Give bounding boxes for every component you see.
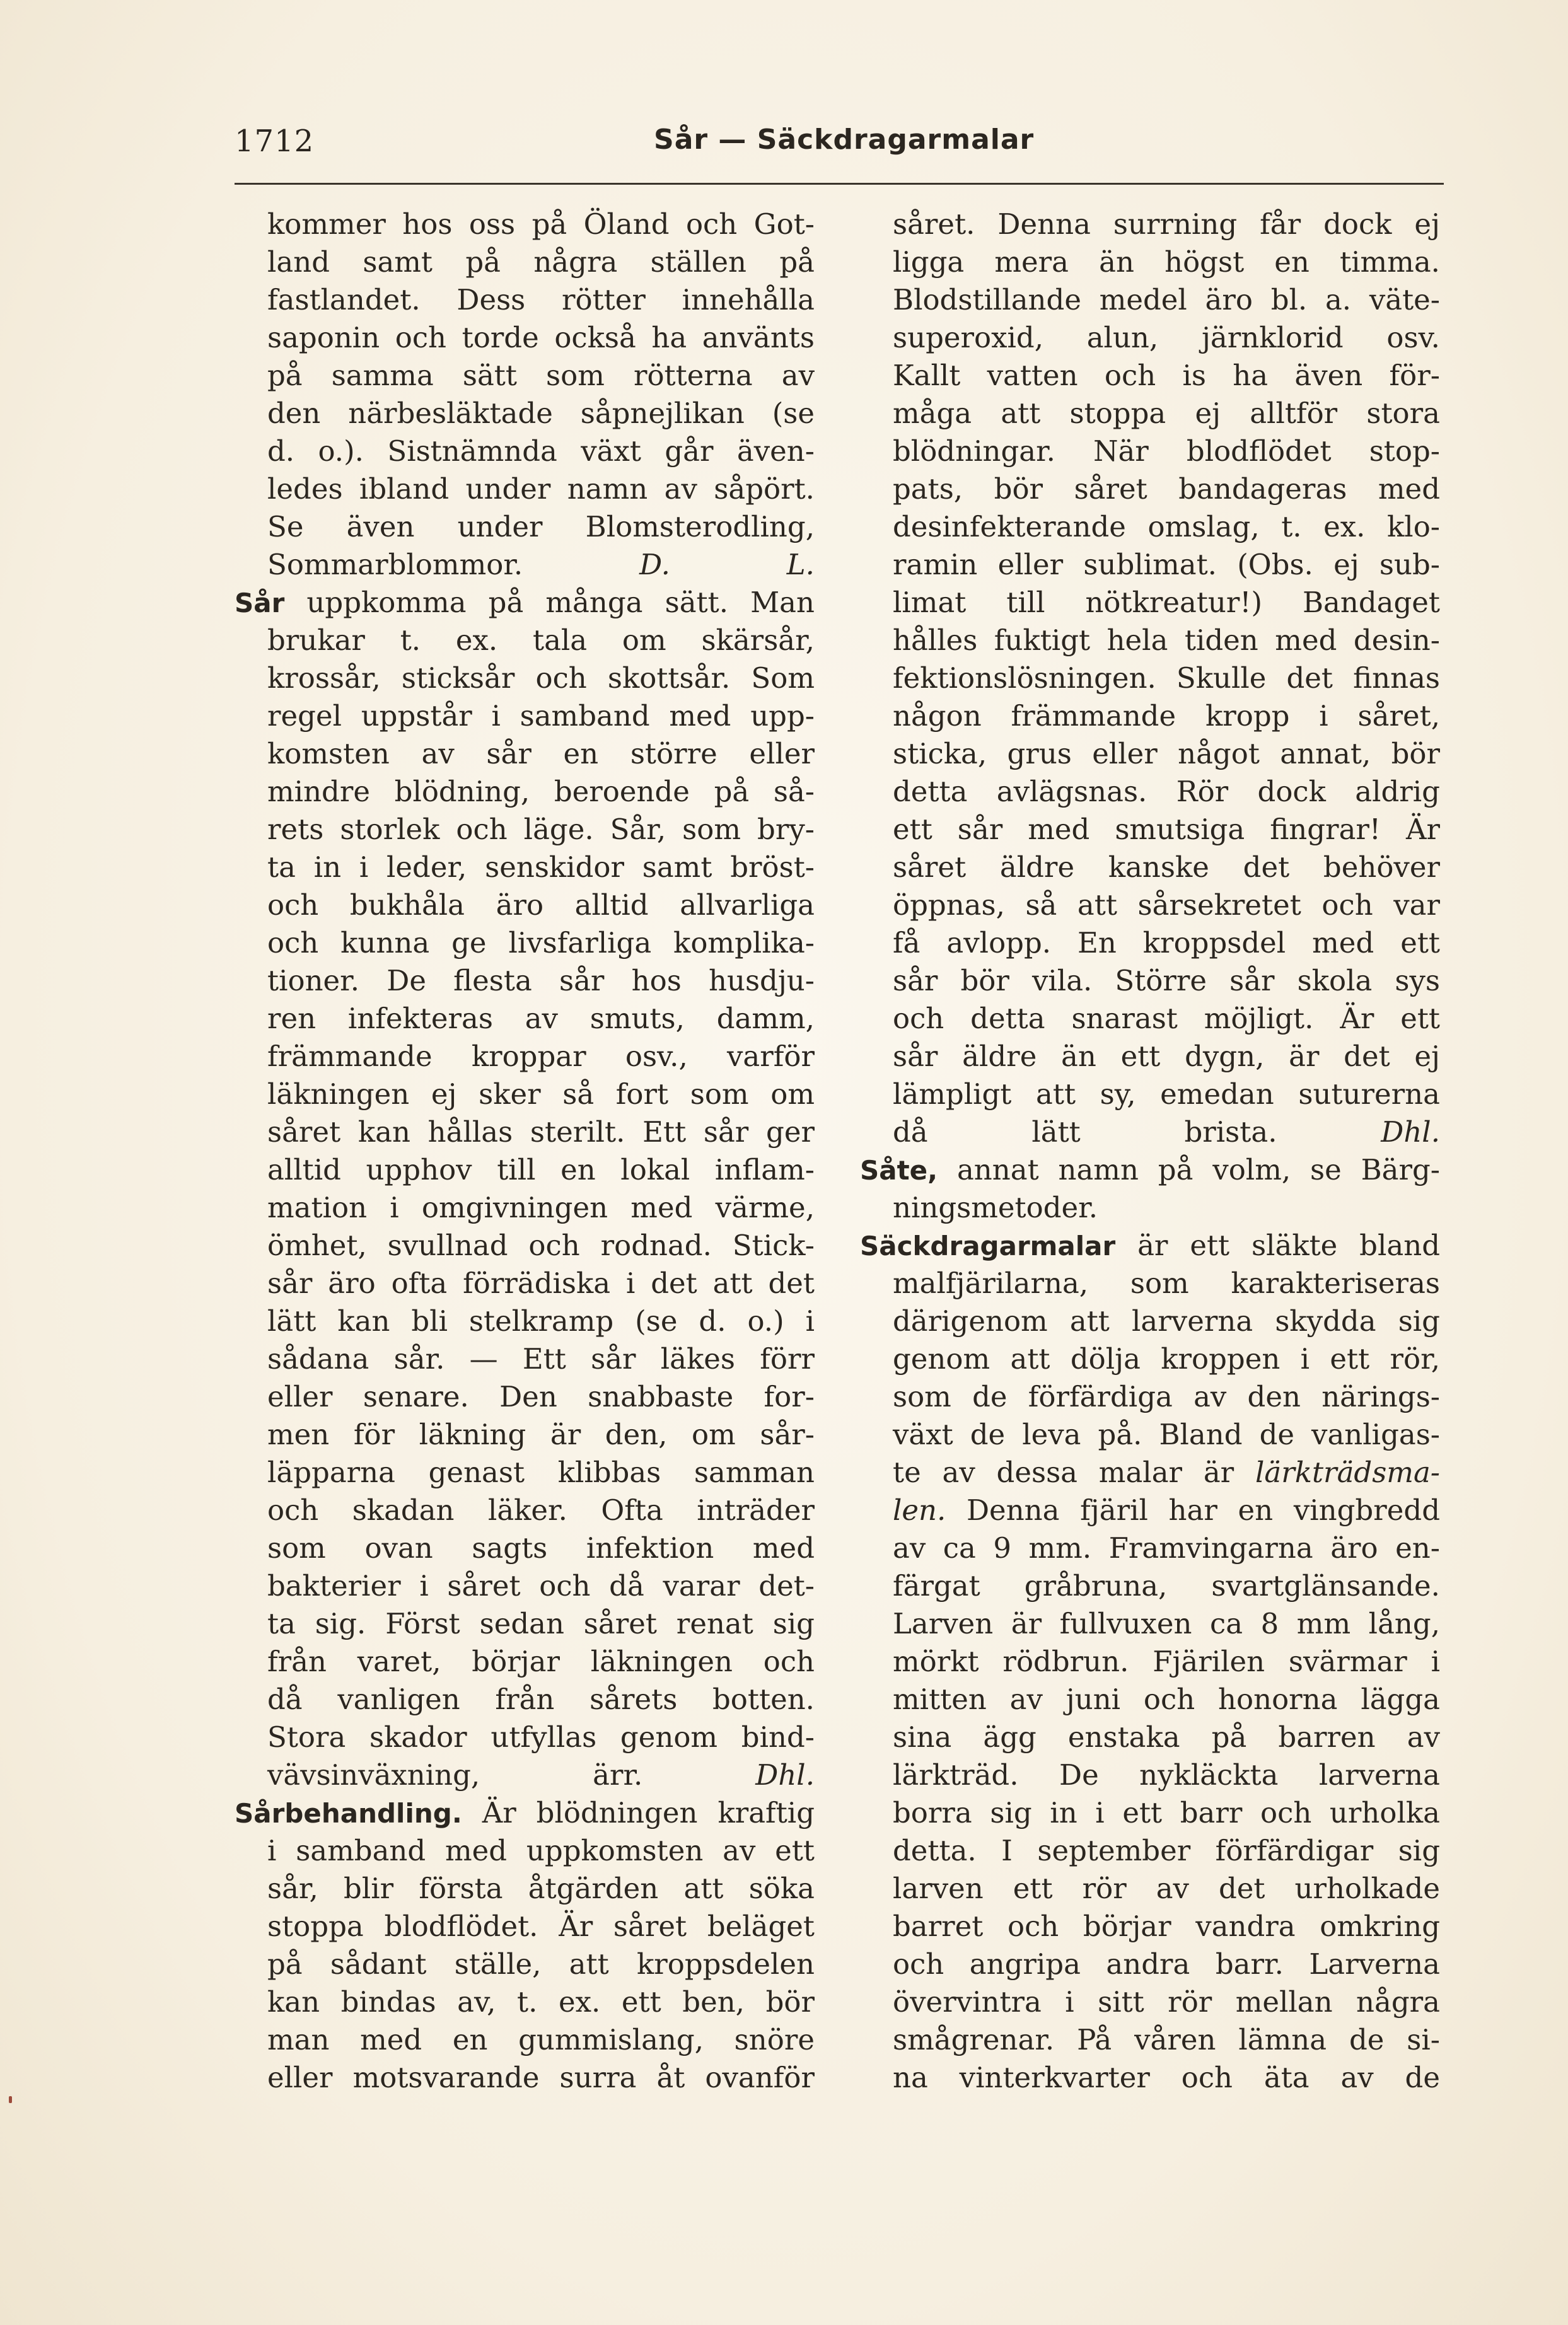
line-text: vävsinväxning, ärr.	[267, 1758, 643, 1792]
line-text: läkningen ej sker så fort som om	[267, 1077, 815, 1111]
line-text: annat namn på volm, se Bärg-	[938, 1153, 1440, 1186]
line-text: alltid upphov till en lokal inflam-	[267, 1153, 815, 1186]
text-line	[235, 508, 815, 546]
line-text: i samband med uppkomsten av ett	[267, 1834, 815, 1867]
line-text: malfjärilarna, som karakteriseras	[893, 1267, 1440, 1300]
page-header	[235, 124, 1444, 161]
text-line	[235, 1832, 815, 1870]
line-text: fastlandet. Dess rötter innehålla	[267, 283, 815, 316]
line-text: såret äldre kanske det behöver	[893, 850, 1440, 884]
text-line	[860, 206, 1440, 243]
line-text: av ca 9 mm. Framvingarna äro en-	[893, 1531, 1440, 1565]
line-text: sår äldre än ett dygn, är det ej	[893, 1040, 1440, 1073]
text-line	[235, 1302, 815, 1340]
text-line	[235, 1416, 815, 1454]
line-text: såret. Denna surrning får dock ej	[893, 207, 1440, 241]
line-text: smågrenar. På våren lämna de si-	[893, 2023, 1440, 2056]
page-number: 1712	[235, 124, 315, 159]
line-text: som de förfärdiga av den närings-	[893, 1380, 1440, 1413]
line-text: sår bör vila. Större sår skola sys	[893, 964, 1440, 997]
line-text: Stora skador utfyllas genom bind-	[267, 1720, 815, 1754]
text-line	[235, 1719, 815, 1756]
line-text: är ett släkte bland	[1115, 1229, 1440, 1262]
line-text: genom att dölja kroppen i ett rör,	[893, 1342, 1440, 1376]
text-line	[235, 849, 815, 886]
line-text: måga att stoppa ej alltför stora	[893, 397, 1440, 430]
text-line	[235, 243, 815, 281]
line-text: larven ett rör av det urholkade	[893, 1872, 1440, 1905]
line-text: sår, blir första åtgärden att söka	[267, 1872, 815, 1905]
line-text: man med en gummislang, snöre	[267, 2023, 815, 2056]
text-line	[235, 1151, 815, 1189]
text-line	[860, 1189, 1440, 1227]
text-line	[860, 1945, 1440, 1983]
entry-first-line	[235, 1794, 815, 1832]
running-title: Sår — Säckdragarmalar	[654, 124, 1035, 156]
author-signature: Dhl.	[755, 1758, 815, 1792]
text-line	[860, 924, 1440, 962]
text-line	[860, 1605, 1440, 1643]
header-rule	[235, 183, 1444, 185]
line-text: såret kan hållas sterilt. Ett sår ger	[267, 1115, 815, 1149]
text-line	[860, 697, 1440, 735]
line-text: ta sig. Först sedan såret renat sig	[267, 1607, 815, 1640]
line-text: någon främmande kropp i såret,	[893, 699, 1440, 733]
text-line	[860, 432, 1440, 470]
entry-headword: Sår	[235, 588, 285, 618]
line-text: tioner. De flesta sår hos husdju-	[267, 964, 815, 997]
text-line	[860, 357, 1440, 395]
line-text: den närbesläktade såpnejlikan (se	[267, 397, 815, 430]
text-line	[235, 1492, 815, 1529]
line-text: växt de leva på. Bland de vanligas-	[893, 1418, 1440, 1451]
line-text: d. o.). Sistnämnda växt går även-	[267, 434, 815, 468]
text-line	[860, 1870, 1440, 1908]
text-line	[235, 1378, 815, 1416]
line-text: Larven är fullvuxen ca 8 mm lång,	[893, 1607, 1440, 1640]
line-text: mörkt rödbrun. Fjärilen svärmar i	[893, 1645, 1440, 1678]
text-line	[235, 2021, 815, 2059]
text-line	[235, 1681, 815, 1719]
line-text: detta. I september förfärdigar sig	[893, 1834, 1440, 1867]
line-text: ligga mera än högst en timma.	[893, 245, 1440, 279]
line-text: mitten av juni och honorna lägga	[893, 1683, 1440, 1716]
line-text: och bukhåla äro alltid allvarliga	[267, 888, 815, 922]
line-text: och detta snarast möjligt. Är ett	[893, 1002, 1440, 1035]
text-line	[235, 735, 815, 773]
text-line	[235, 546, 815, 584]
line-text: rets storlek och läge. Sår, som bry-	[267, 813, 815, 846]
line-text: limat till nötkreatur!) Bandaget	[893, 586, 1440, 619]
line-text: Kallt vatten och is ha även för-	[893, 359, 1440, 392]
text-line	[860, 886, 1440, 924]
entry-headword: Såte,	[860, 1155, 938, 1186]
text-line	[235, 1189, 815, 1227]
text-line	[860, 1113, 1440, 1151]
line-text: krossår, sticksår och skottsår. Som	[267, 661, 815, 695]
line-text: ömhet, svullnad och rodnad. Stick-	[267, 1229, 815, 1262]
line-text: kan bindas av, t. ex. ett ben, bör	[267, 1985, 815, 2019]
line-text: lärkträd. De nykläckta larverna	[893, 1758, 1440, 1792]
entry-first-line	[860, 1227, 1440, 1265]
line-text: öppnas, så att sårsekretet och var	[893, 888, 1440, 922]
text-line	[235, 1643, 815, 1681]
left-column	[235, 206, 815, 2097]
line-text: Denna fjäril har en vingbredd	[946, 1493, 1440, 1527]
italic-term: len.	[893, 1493, 946, 1527]
text-line	[860, 1719, 1440, 1756]
line-text: na vinterkvarter och äta av de	[893, 2061, 1440, 2094]
text-line	[860, 1265, 1440, 1302]
text-line	[235, 2059, 815, 2097]
text-line	[860, 735, 1440, 773]
italic-term: lärkträdsma-	[1255, 1456, 1440, 1489]
line-text: komsten av sår en större eller	[267, 737, 815, 770]
line-text: Sommarblommor.	[267, 548, 523, 581]
text-line	[860, 584, 1440, 622]
text-line	[235, 432, 815, 470]
text-line	[860, 1302, 1440, 1340]
line-text: saponin och torde också ha använts	[267, 321, 815, 354]
line-text: stoppa blodflödet. Är såret beläget	[267, 1910, 815, 1943]
line-text: från varet, börjar läkningen och	[267, 1645, 815, 1678]
text-line	[235, 1908, 815, 1945]
text-line	[860, 811, 1440, 849]
line-text: övervintra i sitt rör mellan några	[893, 1985, 1440, 2019]
text-line	[235, 1454, 815, 1492]
text-line	[860, 470, 1440, 508]
entry-headword: Säckdragarmalar	[860, 1231, 1116, 1261]
text-line	[860, 1794, 1440, 1832]
text-line	[860, 1756, 1440, 1794]
text-line	[860, 1908, 1440, 1945]
line-text: lätt kan bli stelkramp (se d. o.) i	[267, 1304, 815, 1338]
line-text: Är blödningen kraftig	[462, 1796, 815, 1829]
text-line	[860, 1492, 1440, 1529]
line-text: Se även under Blomsterodling,	[267, 510, 815, 543]
text-line	[235, 357, 815, 395]
line-text: på samma sätt som rötterna av	[267, 359, 815, 392]
text-line	[860, 508, 1440, 546]
text-line	[860, 1378, 1440, 1416]
line-text: regel uppstår i samband med upp-	[267, 699, 815, 733]
text-line	[235, 886, 815, 924]
text-line	[235, 1076, 815, 1113]
line-text: hålles fuktigt hela tiden med desin-	[893, 623, 1440, 657]
text-line	[235, 811, 815, 849]
line-text: därigenom att larverna skydda sig	[893, 1304, 1440, 1338]
text-line	[235, 1265, 815, 1302]
line-text: mindre blödning, beroende på så-	[267, 775, 815, 808]
text-line	[860, 243, 1440, 281]
line-text: och kunna ge livsfarliga komplika-	[267, 926, 815, 960]
text-line	[235, 962, 815, 1000]
text-line	[860, 1340, 1440, 1378]
text-line	[860, 1038, 1440, 1076]
line-text: eller senare. Den snabbaste for-	[267, 1380, 815, 1413]
text-line	[860, 2059, 1440, 2097]
line-text: kommer hos oss på Öland och Got-	[267, 207, 815, 241]
text-line	[860, 773, 1440, 811]
text-line	[235, 1340, 815, 1378]
line-text: Blodstillande medel äro bl. a. väte-	[893, 283, 1440, 316]
line-text: eller motsvarande surra åt ovanför	[267, 2061, 815, 2094]
text-line	[235, 1756, 815, 1794]
line-text: mation i omgivningen med värme,	[267, 1191, 815, 1224]
text-line	[860, 1643, 1440, 1681]
text-line	[860, 319, 1440, 357]
line-text: sina ägg enstaka på barren av	[893, 1720, 1440, 1754]
text-line	[860, 849, 1440, 886]
entry-first-line	[235, 584, 815, 622]
line-text: barret och börjar vandra omkring	[893, 1910, 1440, 1943]
line-text: blödningar. När blodflödet stop-	[893, 434, 1440, 468]
author-signature: Dhl.	[1381, 1115, 1440, 1149]
text-line	[860, 659, 1440, 697]
text-line	[235, 1983, 815, 2021]
line-text: lämpligt att sy, emedan suturerna	[893, 1077, 1440, 1111]
line-text: som ovan sagts infektion med	[267, 1531, 815, 1565]
line-text: ren infekteras av smuts, damm,	[267, 1002, 815, 1035]
line-text: och skadan läker. Ofta inträder	[267, 1493, 815, 1527]
text-line	[860, 1832, 1440, 1870]
line-text: och angripa andra barr. Larverna	[893, 1947, 1440, 1981]
line-text: land samt på några ställen på	[267, 245, 815, 279]
text-line	[235, 697, 815, 735]
line-text: läpparna genast klibbas samman	[267, 1456, 815, 1489]
text-line	[860, 2021, 1440, 2059]
text-line	[235, 395, 815, 432]
text-line	[235, 1945, 815, 1983]
text-line	[860, 281, 1440, 319]
text-line	[235, 281, 815, 319]
text-line	[235, 622, 815, 659]
line-text: sådana sår. — Ett sår läkes förr	[267, 1342, 815, 1376]
line-text: sticka, grus eller något annat, bör	[893, 737, 1440, 770]
text-line	[860, 1983, 1440, 2021]
text-line	[235, 1529, 815, 1567]
text-line	[235, 1227, 815, 1265]
line-text: men för läkning är den, om sår-	[267, 1418, 815, 1451]
line-text: te av dessa malar är	[893, 1456, 1255, 1489]
line-text: färgat gråbruna, svartglänsande.	[893, 1569, 1440, 1603]
text-line	[235, 773, 815, 811]
margin-speck	[9, 2096, 12, 2103]
text-line	[235, 1000, 815, 1038]
line-text: ledes ibland under namn av såpört.	[267, 472, 815, 506]
right-column	[860, 206, 1440, 2097]
text-line	[860, 1000, 1440, 1038]
text-line	[235, 470, 815, 508]
line-text: detta avlägsnas. Rör dock aldrig	[893, 775, 1440, 808]
line-text: främmande kroppar osv., varför	[267, 1040, 815, 1073]
line-text: på sådant ställe, att kroppsdelen	[267, 1947, 815, 1981]
text-line	[860, 395, 1440, 432]
text-line	[235, 1870, 815, 1908]
text-line	[860, 1454, 1440, 1492]
line-text: pats, bör såret bandageras med	[893, 472, 1440, 506]
text-line	[235, 1567, 815, 1605]
entry-headword: Sårbehandling.	[235, 1798, 462, 1829]
text-line	[860, 1529, 1440, 1567]
line-text: borra sig in i ett barr och urholka	[893, 1796, 1440, 1829]
line-text: uppkomma på många sätt. Man	[284, 586, 815, 619]
entry-first-line	[860, 1151, 1440, 1189]
text-line	[235, 206, 815, 243]
line-text: brukar t. ex. tala om skärsår,	[267, 623, 815, 657]
text-line	[235, 1038, 815, 1076]
text-line	[235, 659, 815, 697]
author-signature: D. L.	[639, 548, 815, 581]
line-text: då vanligen från sårets botten.	[267, 1683, 815, 1716]
line-text: ta in i leder, senskidor samt bröst-	[267, 850, 815, 884]
text-line	[235, 1113, 815, 1151]
text-line	[235, 1605, 815, 1643]
line-text: ramin eller sublimat. (Obs. ej sub-	[893, 548, 1440, 581]
line-text: ett sår med smutsiga fingrar! Är	[893, 813, 1440, 846]
line-text: bakterier i såret och då varar det-	[267, 1569, 815, 1603]
line-text: superoxid, alun, järnklorid osv.	[893, 321, 1440, 354]
text-line	[860, 1416, 1440, 1454]
text-line	[235, 319, 815, 357]
line-text: få avlopp. En kroppsdel med ett	[893, 926, 1440, 960]
line-text: desinfekterande omslag, t. ex. klo-	[893, 510, 1440, 543]
text-line	[860, 1681, 1440, 1719]
line-text: då lätt brista.	[893, 1115, 1277, 1149]
text-line	[860, 1567, 1440, 1605]
line-text: ningsmetoder.	[893, 1191, 1098, 1224]
line-text: sår äro ofta förrädiska i det att det	[267, 1267, 815, 1300]
line-text: fektionslösningen. Skulle det finnas	[893, 661, 1440, 695]
text-line	[860, 622, 1440, 659]
text-line	[860, 962, 1440, 1000]
text-line	[860, 1076, 1440, 1113]
text-line	[860, 546, 1440, 584]
text-line	[235, 924, 815, 962]
